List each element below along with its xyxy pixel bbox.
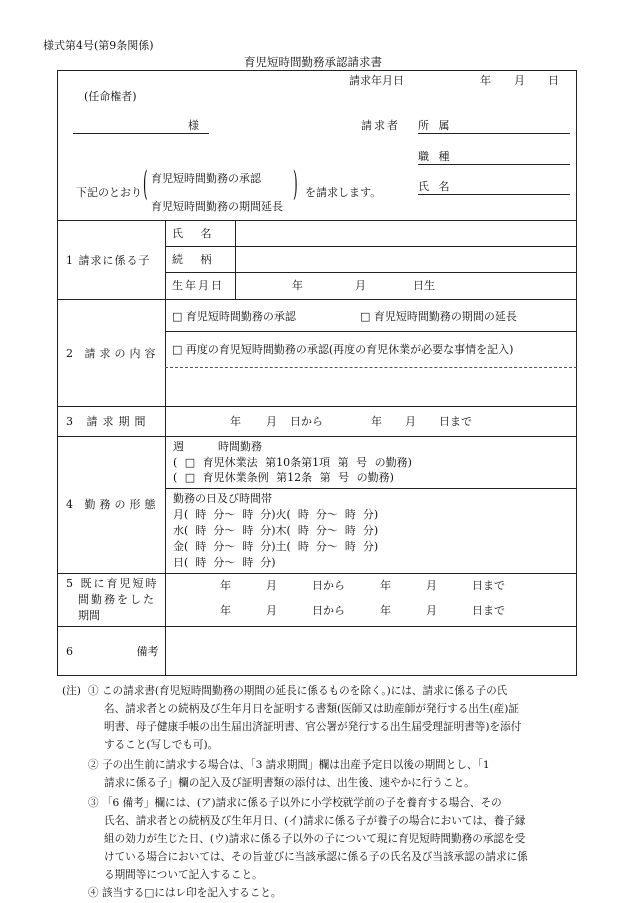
check-reapproval[interactable]: □ 再度の育児短時間勤務の承認(再度の育児休業が必要な事情を記入) (172, 343, 514, 356)
child-row-label: 1 請求に係る子 (66, 254, 151, 267)
divider (57, 436, 577, 437)
child-dob-year: 年 (292, 279, 303, 292)
position-label: 職 種 (418, 150, 453, 163)
work-week-label: 週 (173, 440, 184, 453)
position-line[interactable] (418, 164, 570, 165)
child-name-label: 氏 名 (172, 227, 212, 240)
child-dob-month: 月 (355, 279, 366, 292)
period-from: 日から (290, 415, 323, 428)
dashed-divider (165, 367, 577, 368)
affiliation-line[interactable] (418, 133, 570, 134)
note-line: ① この請求書(育児短時間勤務の期間の延長に係るものを除く。)には、請求に係る子の氏 (88, 685, 508, 697)
requester-label: 請求者 (361, 119, 400, 132)
note-line: 請求に係る子」欄の記入及び証明書類の添付は、出生後、速やかに行うこと。 (104, 777, 475, 789)
child-dob-label: 生年月日 (172, 279, 224, 292)
work-days-header: 勤務の日及び時間帯 (173, 492, 272, 505)
period-year1: 年 (230, 415, 241, 428)
request-suffix: を請求します。 (305, 186, 382, 199)
left-brace-icon: ( (143, 164, 148, 204)
option-approval: 育児短時間勤務の承認 (151, 172, 261, 185)
name-label: 氏 名 (418, 180, 453, 193)
date-year: 年 (480, 74, 491, 87)
work-law-line[interactable]: ( □ 育児休業法 第10条第1項 第 号 の勤務) (173, 456, 412, 469)
remarks-row-label: 6 備考 (66, 645, 159, 658)
divider (165, 331, 577, 332)
work-day-line: 金( 時 分〜 時 分)土( 時 分〜 時 分) (173, 540, 379, 553)
prior-period-line: 年 月 日から 年 月 日まで (220, 579, 505, 592)
period-row-label: 3 請求期間 (66, 415, 151, 428)
divider (57, 220, 577, 221)
divider (165, 272, 577, 273)
work-hours-label: 時間勤務 (218, 440, 262, 453)
note-line: 氏名、請求者との続柄及び生年月日、(イ)請求に係る子が養子の場合においては、養子縁 (104, 815, 526, 827)
work-row-label: 4 勤務の形態 (66, 498, 160, 511)
divider (57, 626, 577, 627)
label-column-divider (165, 220, 166, 676)
option-extension: 育児短時間勤務の期間延長 (151, 200, 283, 213)
work-day-line: 月( 時 分〜 時 分)火( 時 分〜 時 分) (173, 508, 379, 521)
prior-label-line3: 期間 (78, 609, 100, 622)
date-label: 請求年月日 (349, 74, 404, 87)
period-year2: 年 (371, 415, 382, 428)
note-line: ③ 「6 備考」欄には、(ア)請求に係る子以外に小学校就学前の子を養育する場合、その (88, 797, 502, 809)
note-line: ④ 該当する□にはレ印を記入すること。 (88, 887, 282, 899)
child-dob-day: 日生 (413, 279, 435, 292)
notes-prefix: (注) (62, 685, 81, 697)
affiliation-label: 所 属 (418, 119, 453, 132)
note-line: 名、請求者との続柄及び生年月日を証明する書類(医師又は助産師が発行する出生(産)証 (104, 703, 519, 715)
period-until: 日まで (439, 415, 472, 428)
period-month2: 月 (405, 415, 416, 428)
work-day-line: 水( 時 分〜 時 分)木( 時 分〜 時 分) (173, 524, 379, 537)
form-number: 様式第4号(第9条関係) (43, 39, 154, 52)
date-day: 日 (548, 74, 559, 87)
date-month: 月 (514, 74, 525, 87)
divider (57, 299, 577, 300)
sama-label: 様 (188, 119, 199, 132)
page-title: 育児短時間勤務承認請求書 (244, 55, 382, 69)
note-line: る期間等について記入すること。 (104, 869, 263, 881)
subcolumn-divider (235, 220, 236, 299)
content-row-label: 2 請求の内容 (66, 347, 160, 360)
note-line: 組の効力が生じた日、(ウ)請求に係る子以外の子について現に育児短時間勤務の承認を受 (104, 833, 526, 845)
work-day-line: 日( 時 分〜 時 分) (173, 556, 276, 569)
period-month1: 月 (266, 415, 277, 428)
prior-period-line: 年 月 日から 年 月 日まで (220, 604, 505, 617)
appointer-line[interactable] (73, 133, 209, 134)
divider (57, 573, 577, 574)
check-approval[interactable]: □ 育児短時間勤務の承認 (172, 310, 296, 323)
below-prefix: 下記のとおり (76, 186, 142, 199)
prior-label-line2: 間勤務をした (78, 593, 156, 606)
divider (165, 488, 577, 489)
note-line: ② 子の出生前に請求する場合は、「3 請求期間」欄は出産予定日以後の期間とし、「1 (88, 759, 490, 771)
name-line[interactable] (418, 194, 570, 195)
prior-label-line1: 5 既に育児短時 (66, 577, 159, 590)
child-relation-label: 続 柄 (172, 253, 212, 266)
divider (165, 246, 577, 247)
note-line: すること(写しでも可)。 (104, 739, 219, 751)
check-extension[interactable]: □ 育児短時間勤務の期間の延長 (360, 310, 517, 323)
work-ordinance-line[interactable]: ( □ 育児休業条例 第12条 第 号 の勤務) (173, 471, 394, 484)
divider (57, 406, 577, 407)
appointer-label: (任命権者) (84, 90, 137, 103)
note-line: けている場合においては、その旨並びに当該承認に係る子の氏名及び当該承認の請求に係 (104, 851, 528, 863)
right-brace-icon: ) (293, 164, 298, 204)
note-line: 明書、母子健康手帳の出生届出済証明書、官公署が発行する出生届受理証明書等)を添付 (104, 721, 522, 733)
